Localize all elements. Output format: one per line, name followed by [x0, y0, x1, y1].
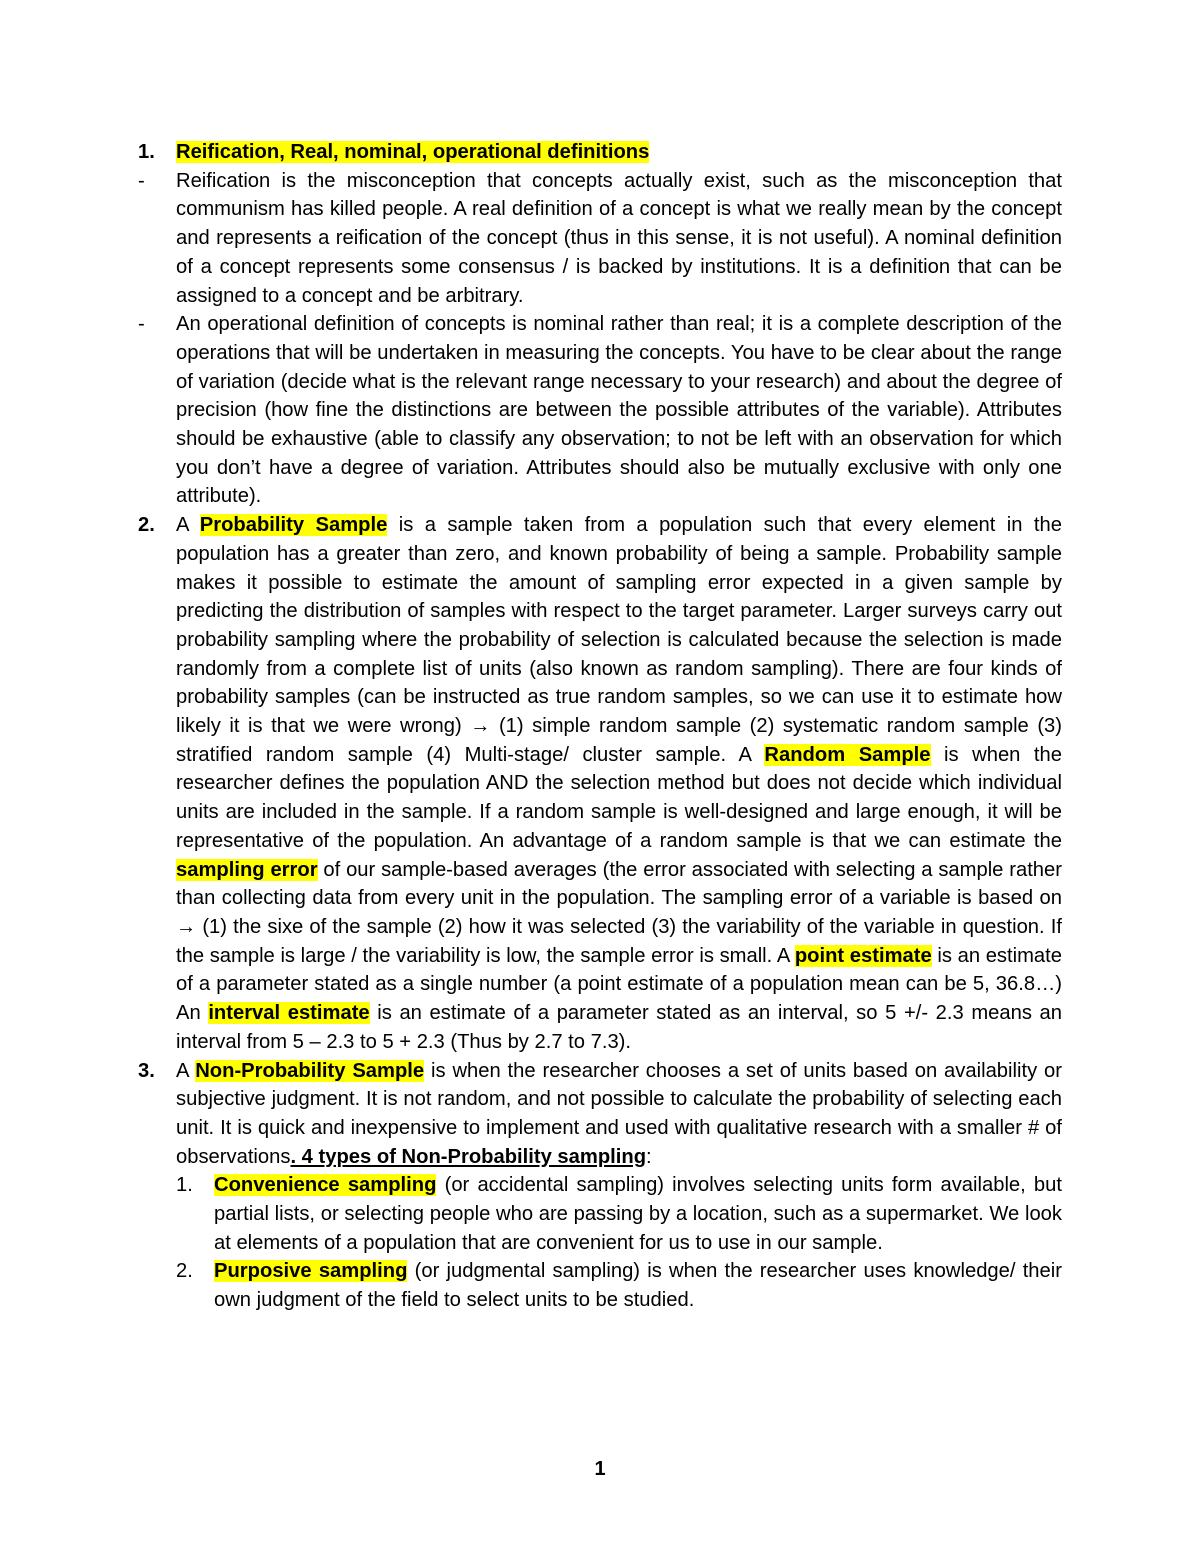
term-interval-estimate: interval estimate	[208, 1002, 370, 1025]
section-2	[138, 511, 1062, 1056]
subitem-text: Purposive sampling (or judgmental sampling) is when the researcher uses knowledge/ their own judgment of the field to select units to be studied.	[214, 1260, 1062, 1312]
subitem-text: Convenience sampling (or accidental sampling) involves selecting units form available, but partial lists, or selecting people who are passing by a location, such as a supermarket. We look at elements of a population that are convenient for us to use in our sample.	[214, 1174, 1062, 1254]
term-convenience-sampling: Convenience sampling	[214, 1174, 437, 1197]
subitem-convenience-sampling	[138, 1171, 1062, 1257]
term-random-sample: Random Sample	[764, 743, 931, 766]
term-sampling-error: sampling error	[176, 858, 318, 881]
document-body	[138, 138, 1062, 1315]
term-purposive-sampling: Purposive sampling	[214, 1260, 408, 1283]
types-heading: . 4 types of Non-Probability sampling	[290, 1145, 647, 1168]
term-point-estimate: point estimate	[794, 944, 932, 967]
bullet-dash: -	[138, 313, 145, 336]
section-heading: Reification, Real, nominal, operational definitions	[176, 141, 650, 163]
section-number: 3.	[138, 1059, 155, 1082]
section-1	[138, 138, 1062, 167]
arrow-right-icon: →	[176, 915, 197, 938]
term-non-probability-sample: Non-Probability Sample	[195, 1059, 425, 1082]
section-3	[138, 1057, 1062, 1172]
bullet-text: Reification is the misconception that concepts actually exist, such as the misconception that communism has killed people. A real definition of a concept is what we really mean by the concept and represents a reification of the concept (thus in this sense, it is not useful). A nominal definition of a concept represents some consensus / is backed by institutions. It is a definition that can be assigned to a concept and be arbitrary.	[176, 169, 1062, 307]
section-number: 2.	[138, 514, 155, 537]
term-probability-sample: Probability Sample	[199, 514, 388, 537]
section-paragraph: A Probability Sample is a sample taken from a population such that every element in the population has a greater than zero, and known probability of being a sample. Probability sample makes it possible to estimate the amount of sampling error expected in a given sample by predicting the distribution of samples with respect to the target parameter. Larger surveys carry out probability sampling where the probability of selection is calculated because the selection is made randomly from a complete list of units (also known as random sampling). There are four kinds of probability samples (can be instructed as true random samples, so we can use it to estimate how likely it is that we were wrong) → (1) simple random sample (2) systematic random sample (3) stratified random sample (4) Multi-stage/ cluster sample. A Random Sample is when the researcher defines the population AND the selection method but does not decide which individual units are included in the sample. If a random sample is well-designed and large enough, it will be representative of the population. An advantage of a random sample is that we can estimate the sampling error of our sample-based averages (the error associated with selecting a sample rather than collecting data from every unit in the population. The sampling error of a variable is based on → (1) the sixe of the sample (2) how it was selected (3) the variability of the variable in question. If the sample is large / the variability is low, the sample error is small. A point estimate is an estimate of a parameter stated as a single number (a point estimate of a population mean can be 5, 36.8…) An interval estimate is an estimate of a parameter stated as an interval, so 5 +/- 2.3 means an interval from 5 – 2.3 to 5 + 2.3 (Thus by 2.7 to 7.3).	[176, 514, 1063, 1053]
page-number: 1	[594, 1458, 606, 1480]
subitem-number: 2.	[176, 1260, 193, 1283]
bullet-text: An operational definition of concepts is nominal rather than real; it is a complete description of the operations that will be undertaken in measuring the concepts. You have to be clear about the range of variation (decide what is the relevant range necessary to your research) and about the degree of precision (how fine the distinctions are between the possible attributes of the variable). Attributes should be exhaustive (able to classify any observation; to not be left with an observation for which you don’t have a degree of variation. Attributes should also be mutually exclusive with only one attribute).	[176, 313, 1062, 508]
bullet-item	[138, 167, 1062, 311]
section-paragraph: A Non-Probability Sample is when the researcher chooses a set of units based on availability or subjective judgment. It is not random, and not possible to calculate the probability of selecting each unit. It is quick and inexpensive to implement and used with qualitative research with a smaller # of observations. 4 types of Non-Probability sampling:	[176, 1059, 1062, 1168]
bullet-item	[138, 310, 1062, 511]
section-number: 1.	[138, 141, 155, 163]
bullet-dash: -	[138, 169, 145, 192]
subitem-purposive-sampling	[138, 1257, 1062, 1314]
arrow-right-icon: →	[470, 715, 491, 738]
subitem-number: 1.	[176, 1174, 193, 1197]
